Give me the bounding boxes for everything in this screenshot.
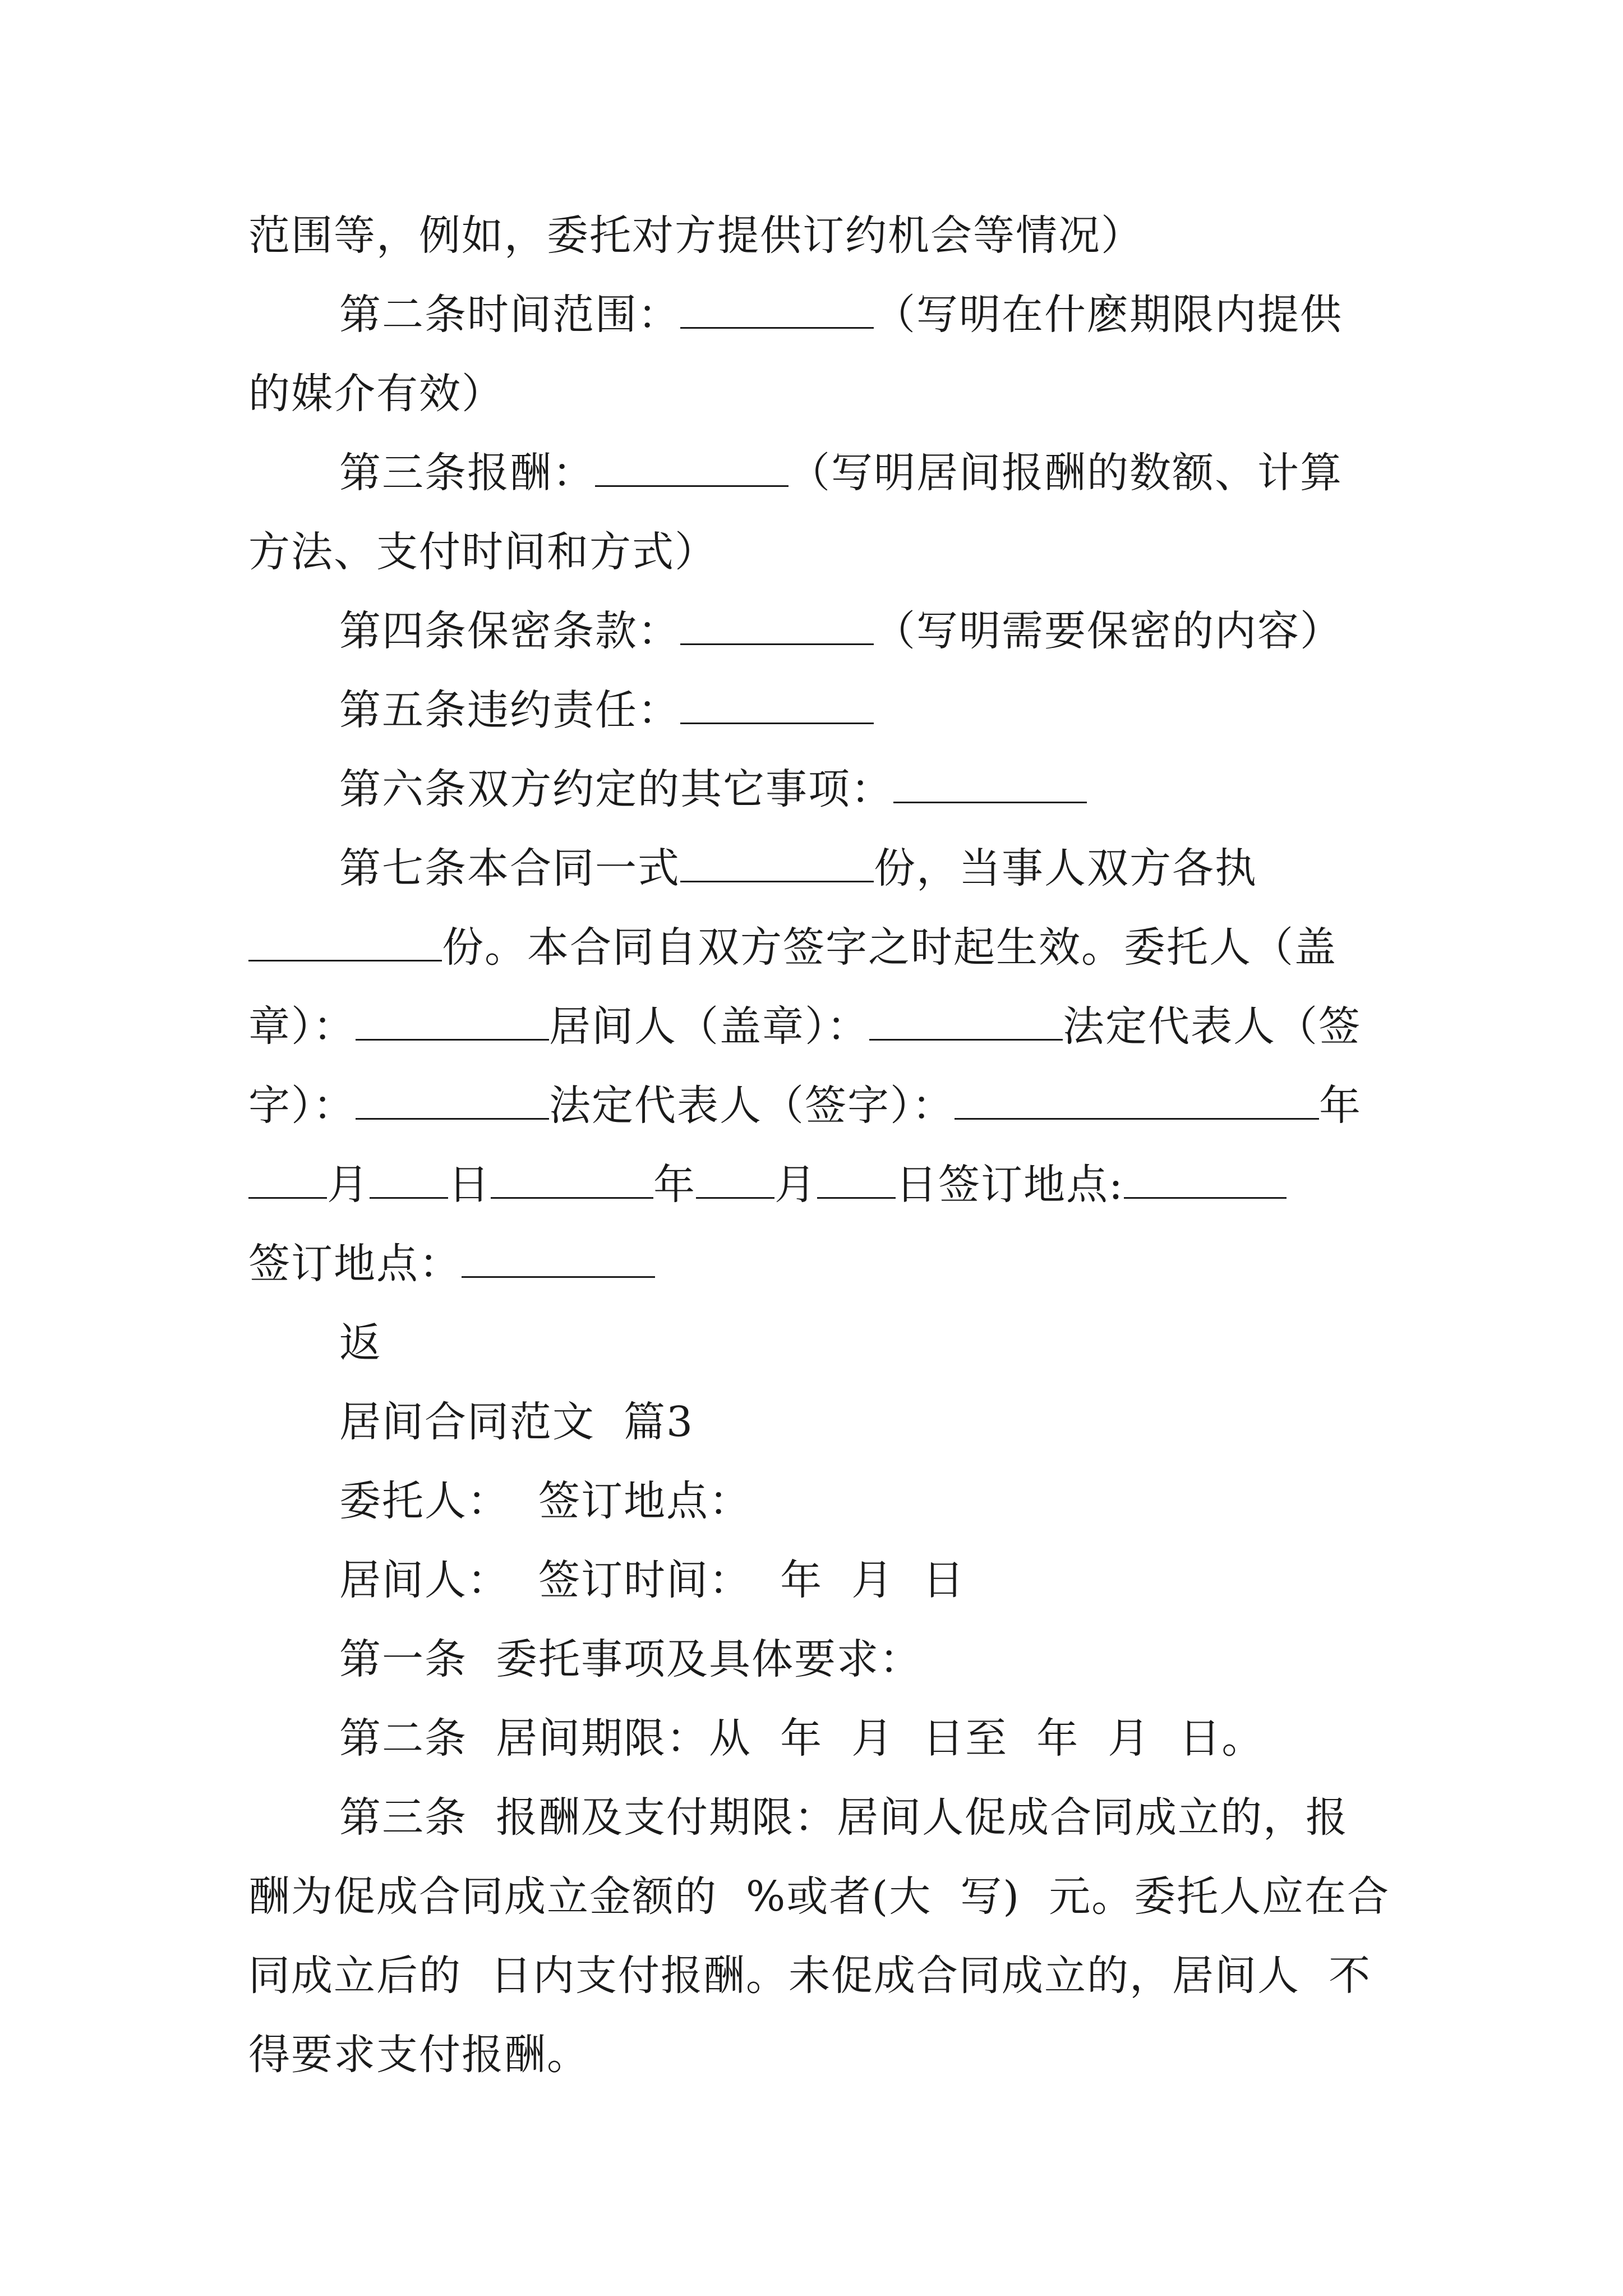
fill-blank (356, 1082, 549, 1120)
text-line-22 (248, 1870, 1390, 1924)
text-span: 第七条本合同一式 (339, 844, 680, 892)
fill-blank (869, 1003, 1063, 1041)
text-line-13 (248, 1158, 1387, 1212)
text-line-18 (339, 1553, 1387, 1607)
fill-blank (955, 1082, 1319, 1120)
text-span: 第三条报酬： (339, 449, 595, 497)
text-span: 章）： (248, 1002, 356, 1051)
fill-blank (595, 449, 789, 487)
text-span: 居间合同范文 篇3 (339, 1398, 694, 1446)
text-span: 年 (1319, 1082, 1362, 1130)
fill-blank (1124, 1161, 1287, 1199)
fill-blank (680, 845, 874, 882)
text-span: 同成立后的 日内支付报酬。未促成合同成立的，居间人 不 (248, 1952, 1372, 2000)
text-line-12 (248, 1079, 1387, 1133)
text-span: 年 (653, 1161, 696, 1209)
text-span: 月 (327, 1161, 370, 1209)
fill-blank (817, 1161, 896, 1199)
text-span: （写明需要保密的内容） (874, 607, 1343, 655)
text-span: 范围等，例如，委托对方提供订约机会等情况） (248, 211, 1144, 260)
text-line-14 (248, 1237, 1387, 1291)
text-line-1 (248, 209, 1387, 263)
text-span: 的媒介有效） (248, 370, 504, 418)
fill-blank (370, 1161, 448, 1199)
text-span: 第三条 报酬及支付期限：居间人促成合同成立的，报 (339, 1793, 1349, 1842)
fill-blank (356, 1003, 549, 1041)
text-line-20 (339, 1711, 1387, 1765)
text-span: 字）： (248, 1082, 356, 1130)
fill-blank (248, 924, 442, 961)
text-span: 日签订地点: (896, 1161, 1124, 1209)
text-span: 份。本合同自双方签字之时起生效。委托人（盖 (442, 923, 1337, 972)
text-span: 第二条时间范围： (339, 291, 680, 339)
text-line-23 (248, 1949, 1387, 2003)
text-span: 第二条 居间期限：从 年 月 日至 年 月 日。 (339, 1714, 1265, 1763)
text-span: 第一条 委托事项及具体要求： (339, 1635, 923, 1683)
text-line-5 (248, 525, 1387, 579)
fill-blank (491, 1161, 653, 1199)
text-line-21 (339, 1791, 1387, 1844)
text-span: 法定代表人（签 (1063, 1002, 1361, 1051)
text-span: 月 (774, 1161, 817, 1209)
text-line-2 (339, 288, 1387, 342)
text-span: 第六条双方约定的其它事项： (339, 765, 893, 813)
text-line-10 (248, 921, 1387, 974)
text-line-6 (339, 604, 1387, 658)
text-line-3 (248, 367, 1387, 421)
text-span: 委托人： 签订地点： (339, 1477, 752, 1525)
text-line-17 (339, 1474, 1387, 1528)
fill-blank (680, 687, 874, 724)
text-span: （写明居间报酬的数额、计算 (789, 449, 1343, 497)
fill-blank (696, 1161, 774, 1199)
text-line-15 (339, 1316, 1387, 1370)
text-span: 份，当事人双方各执 (874, 844, 1257, 892)
text-span: 居间人： 签订时间： 年 月 日 (339, 1556, 966, 1604)
text-span: 第四条保密条款： (339, 607, 680, 655)
fill-blank (462, 1240, 655, 1278)
text-span: （写明在什麽期限内提供 (874, 291, 1343, 339)
text-span: 第五条违约责任： (339, 686, 680, 734)
text-span: 酬为促成合同成立金额的 %或者(大 写) 元。委托人应在合 (248, 1872, 1390, 1921)
section-heading (339, 1395, 1387, 1449)
text-line-24 (248, 2028, 1387, 2082)
text-span: 签订地点： (248, 1240, 462, 1288)
text-span: 得要求支付报酬。 (248, 2031, 589, 2079)
text-span: 方法、支付时间和方式） (248, 528, 717, 576)
text-span: 日 (448, 1161, 491, 1209)
fill-blank (680, 608, 874, 645)
fill-blank (893, 766, 1087, 803)
fill-blank (680, 291, 874, 329)
text-line-19 (339, 1632, 1387, 1686)
text-span: 居间人（盖章）： (549, 1002, 869, 1051)
text-line-7 (339, 683, 1387, 737)
text-span: 返 (339, 1319, 382, 1367)
fill-blank (248, 1161, 327, 1199)
text-line-8 (339, 762, 1387, 816)
text-line-9 (339, 841, 1387, 895)
text-line-11 (248, 1000, 1387, 1053)
text-span: 法定代表人（签字）： (549, 1082, 955, 1130)
text-line-4 (339, 446, 1387, 500)
